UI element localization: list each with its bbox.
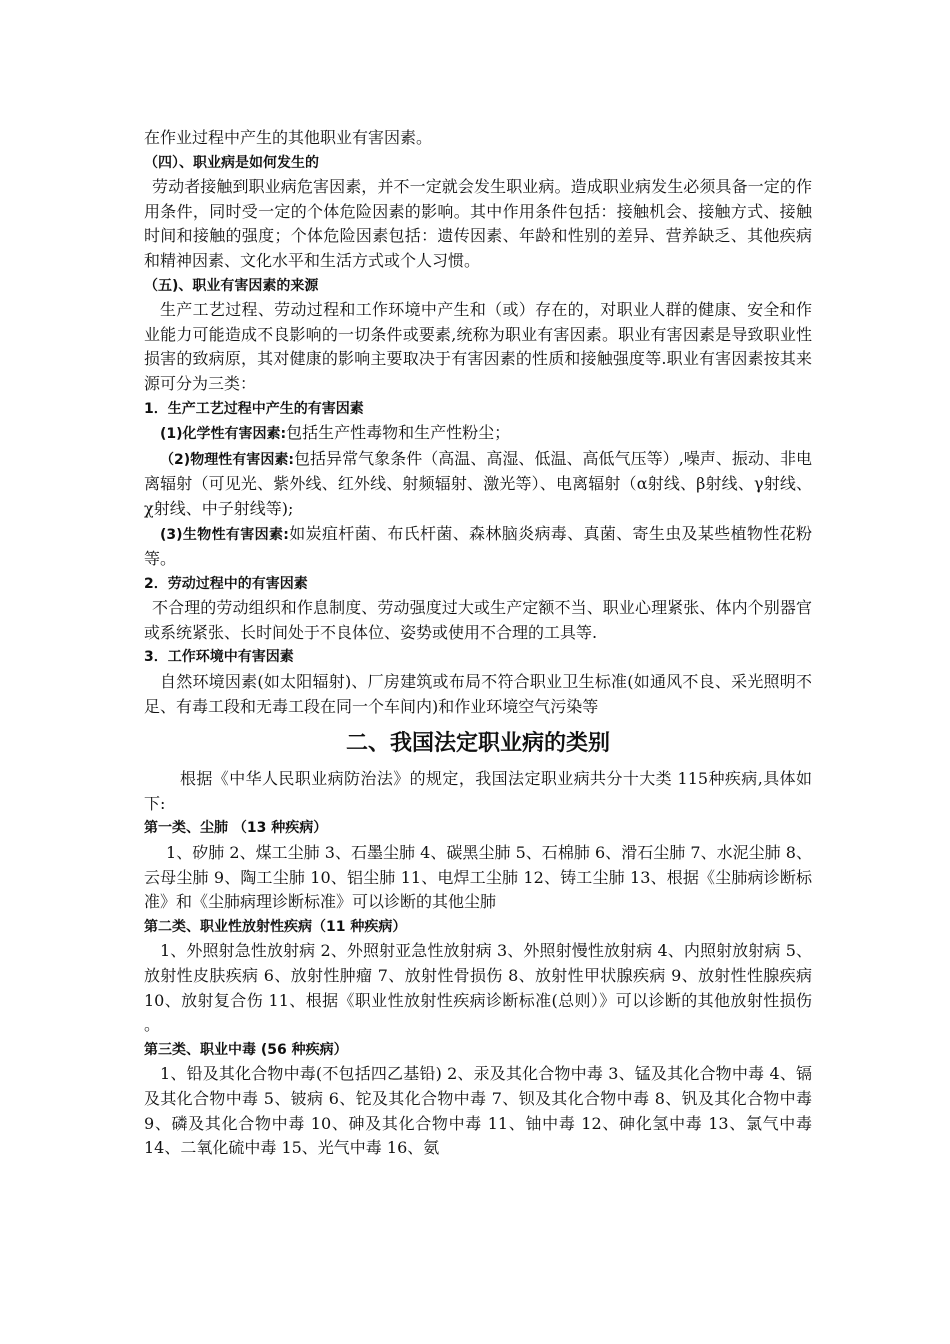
heading-how-disease-occurs: （四）、职业病是如何发生的 (144, 154, 319, 171)
section-title-disease-categories: 二、我国法定职业病的类别 (345, 731, 610, 757)
subheading-production-process: 1．生产工艺过程中产生的有害因素 (144, 400, 364, 417)
subheading-work-environment: 3．工作环境中有害因素 (144, 649, 294, 666)
paragraph-how-disease-occurs: 劳动者接触到职业病危害因素，并不一定就会发生职业病。造成职业病发生必须具备一定的作用条件，同时受一定的个体危险因素的影响。其中作用条件包括：接触机会、接触方式、接触时间和接触的强度；个体危险因素包括：遗传因素、年龄和性别的差异、营养缺乏、其他疾病和精神因素、文化水平和生活方式或个人习惯。 (144, 177, 812, 270)
paragraph-labor-process: 不合理的劳动组织和作息制度、劳动强度过大或生产定额不当、职业心理紧张、体内个别器官或系统紧张、长时间处于不良体位、姿势或使用不合理的工具等. (144, 598, 812, 642)
paragraph-category-1: 1、矽肺 2、煤工尘肺 3、石墨尘肺 4、碳黑尘肺 5、石棉肺 6、滑石尘肺 7、水泥尘肺 8、云母尘肺 9、陶工尘肺 10、铝尘肺 11、电焊工尘肺 12、铸工尘肺 13、根据《尘肺病诊断标准》和《尘肺病理诊断标准》可以诊断的其他尘肺 (144, 843, 812, 912)
biological-factors-text: 如炭疽杆菌、布氏杆菌、森林脑炎病毒、真菌、寄生虫及某些植物性花粉等。 (144, 523, 812, 569)
item-chemical-factors (144, 421, 812, 447)
paragraph-hazard-sources: 生产工艺过程、劳动过程和工作环境中产生和（或）存在的，对职业人群的健康、安全和作业能力可能造成不良影响的一切条件或要素,统称为职业有害因素。职业有害因素是导致职业性损害的致病原，其对健康的影响主要取决于有害因素的性质和接触强度等.职业有害因素按其来源可分为三类： (144, 300, 812, 393)
document-page (144, 126, 812, 1161)
physical-factors-text: 包括异常气象条件（高温、高湿、低温、高低气压等）,噪声、振动、非电离辐射（可见光、紫外线、红外线、射频辐射、激光等）、电离辐射（α射线、β射线、γ射线、χ射线、中子射线等); (144, 448, 812, 518)
item-biological-factors (144, 522, 812, 572)
paragraph-work-environment: 自然环境因素(如太阳辐射)、厂房建筑或布局不符合职业卫生标准(如通风不良、采光照明不足、有毒工段和无毒工段在同一个车间内)和作业环境空气污染等 (144, 672, 812, 716)
paragraph-categories-intro: 根据《中华人民职业病防治法》的规定，我国法定职业病共分十大类 115种疾病,具体如下: (144, 769, 812, 813)
heading-hazard-sources: （五)、职业有害因素的来源 (144, 277, 319, 294)
heading-category-1: 第一类、尘肺 （13 种疾病） (144, 820, 328, 837)
biological-factors-label: (3)生物性有害因素: (160, 526, 289, 543)
chemical-factors-text: 包括生产性毒物和生产性粉尘； (286, 423, 511, 443)
intro-tail-paragraph: 在作业过程中产生的其他职业有害因素。 (144, 128, 433, 147)
heading-category-3: 第三类、职业中毒 (56 种疾病） (144, 1041, 348, 1058)
item-physical-factors (144, 447, 812, 522)
subheading-labor-process: 2．劳动过程中的有害因素 (144, 575, 308, 592)
physical-factors-label: （2)物理性有害因素: (160, 451, 294, 468)
paragraph-category-3: 1、铅及其化合物中毒(不包括四乙基铅) 2、汞及其化合物中毒 3、锰及其化合物中毒 4、镉及其化合物中毒 5、铍病 6、铊及其化合物中毒 7、钡及其化合物中毒 8、钒及其化合物中毒 9、磷及其化合物中毒 10、砷及其化合物中毒 11、铀中毒 12、砷化氢中毒 13、氯气中毒 14、二氧化硫中毒 15、光气中毒 16、氨 (144, 1064, 812, 1158)
heading-category-2: 第二类、职业性放射性疾病（11 种疾病） (144, 918, 407, 935)
chemical-factors-label: (1)化学性有害因素: (160, 426, 287, 443)
paragraph-category-2: 1、外照射急性放射病 2、外照射亚急性放射病 3、外照射慢性放射病 4、内照射放射病 5、放射性皮肤疾病 6、放射性肿瘤 7、放射性骨损伤 8、放射性甲状腺疾病 9、放射性性腺疾病 10、放射复合伤 11、根据《职业性放射性疾病诊断标准(总则）》可以诊断的其他放射性损伤 。 (144, 941, 812, 1035)
